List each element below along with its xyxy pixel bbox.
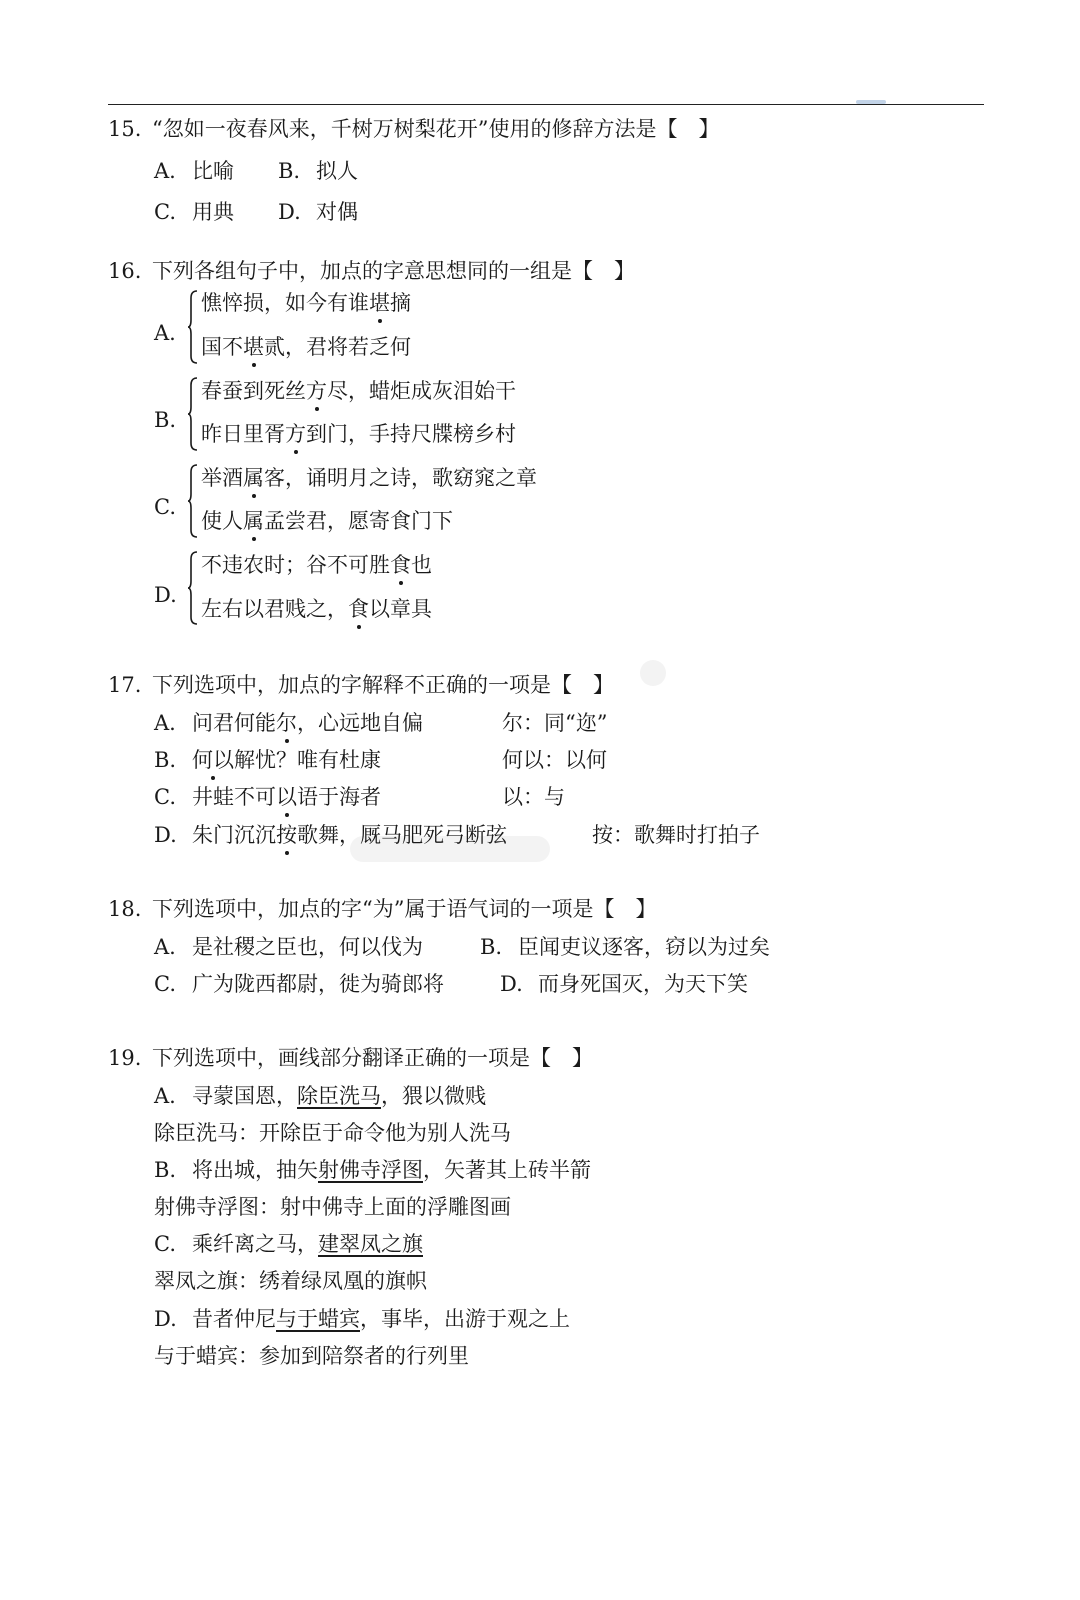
group-c-sentence-1: 举酒属客，诵明月之诗，歌窈窕之章 [201,463,537,493]
question-19-translation-c: 翠凤之旗：绣着绿凤凰的旗帜 [154,1269,427,1293]
question-16-stem: 16. 下列各组句子中，加点的字意思想同的一组是【 】 [108,259,635,283]
watermark-dot [640,660,666,686]
brace-icon [188,551,196,625]
question-19-option-a: A. 寻蒙国恩，除臣洗马，猥以微贱 [154,1084,486,1108]
group-c-label: C. [154,495,176,519]
question-17-explanation-a: 尔：同“迩” [502,711,608,735]
group-b-label: B. [154,408,177,432]
group-d-label: D. [154,583,177,607]
group-a-sentence-1: 憔悴损，如今有谁堪摘 [201,288,411,318]
brace-icon [188,290,196,364]
question-17-option-a: A. 问君何能尔，心远地自偏 [154,708,423,738]
question-18-option-c: C. 广为陇西都尉，徙为骑郎将 [154,972,444,996]
question-19-stem: 19. 下列选项中，画线部分翻译正确的一项是【 】 [108,1046,593,1070]
header-mark [856,100,886,104]
brace-icon [188,464,196,538]
group-c-sentence-2: 使人属孟尝君，愿寄食门下 [201,506,453,536]
question-15-option-a: A. 比喻 [154,159,234,183]
question-19-option-d: D. 昔者仲尼与于蜡宾，事毕，出游于观之上 [154,1307,570,1331]
question-15-option-d: D. 对偶 [278,200,358,224]
question-number: 15. [108,117,142,141]
question-19-translation-b: 射佛寺浮图：射中佛寺上面的浮雕图画 [154,1195,511,1219]
question-15-option-c: C. 用典 [154,200,234,224]
question-15-option-b: B. 拟人 [278,159,358,183]
group-d-sentence-1: 不违农时；谷不可胜食也 [201,550,432,580]
group-a-sentence-2: 国不堪贰，君将若乏何 [201,332,411,362]
question-19-translation-a: 除臣洗马：开除臣于命令他为别人洗马 [154,1121,511,1145]
question-18-option-d: D. 而身死国灭，为天下笑 [500,972,748,996]
question-17-explanation-d: 按：歌舞时打拍子 [592,823,760,847]
brace-icon [188,377,196,451]
group-b-sentence-1: 春蚕到死丝方尽，蜡炬成灰泪始干 [201,376,516,406]
question-18-option-b: B. 臣闻吏议逐客，窃以为过矣 [480,935,770,959]
question-17-stem: 17. 下列选项中，加点的字解释不正确的一项是【 】 [108,673,614,697]
question-text: “忽如一夜春风来，千树万树梨花开”使用的修辞方法是【 】 [152,117,720,141]
question-15-stem [108,114,719,144]
question-19-option-c: C. 乘纤离之马，建翠凤之旗 [154,1232,423,1256]
question-17-option-c: C. 井蛙不可以语于海者 [154,782,381,812]
question-19-option-b: B. 将出城，抽矢射佛寺浮图，矢著其上砖半箭 [154,1158,591,1182]
group-b-sentence-2: 昨日里胥方到门，手持尺牒榜乡村 [201,419,516,449]
question-17-option-d: D. 朱门沉沉按歌舞，厩马肥死弓断弦 [154,820,507,850]
group-d-sentence-2: 左右以君贱之，食以章具 [201,594,432,624]
question-17-explanation-b: 何以：以何 [502,748,607,772]
group-a-label: A. [154,321,176,345]
question-17-option-b: B. 何以解忧？唯有杜康 [154,745,381,775]
question-17-explanation-c: 以：与 [502,785,565,809]
question-18-stem: 18. 下列选项中，加点的字“为”属于语气词的一项是【 】 [108,897,657,921]
question-18-option-a: A. 是社稷之臣也，何以伐为 [154,935,423,959]
question-19-translation-d: 与于蜡宾：参加到陪祭者的行列里 [154,1344,469,1368]
header-rule [108,104,984,105]
